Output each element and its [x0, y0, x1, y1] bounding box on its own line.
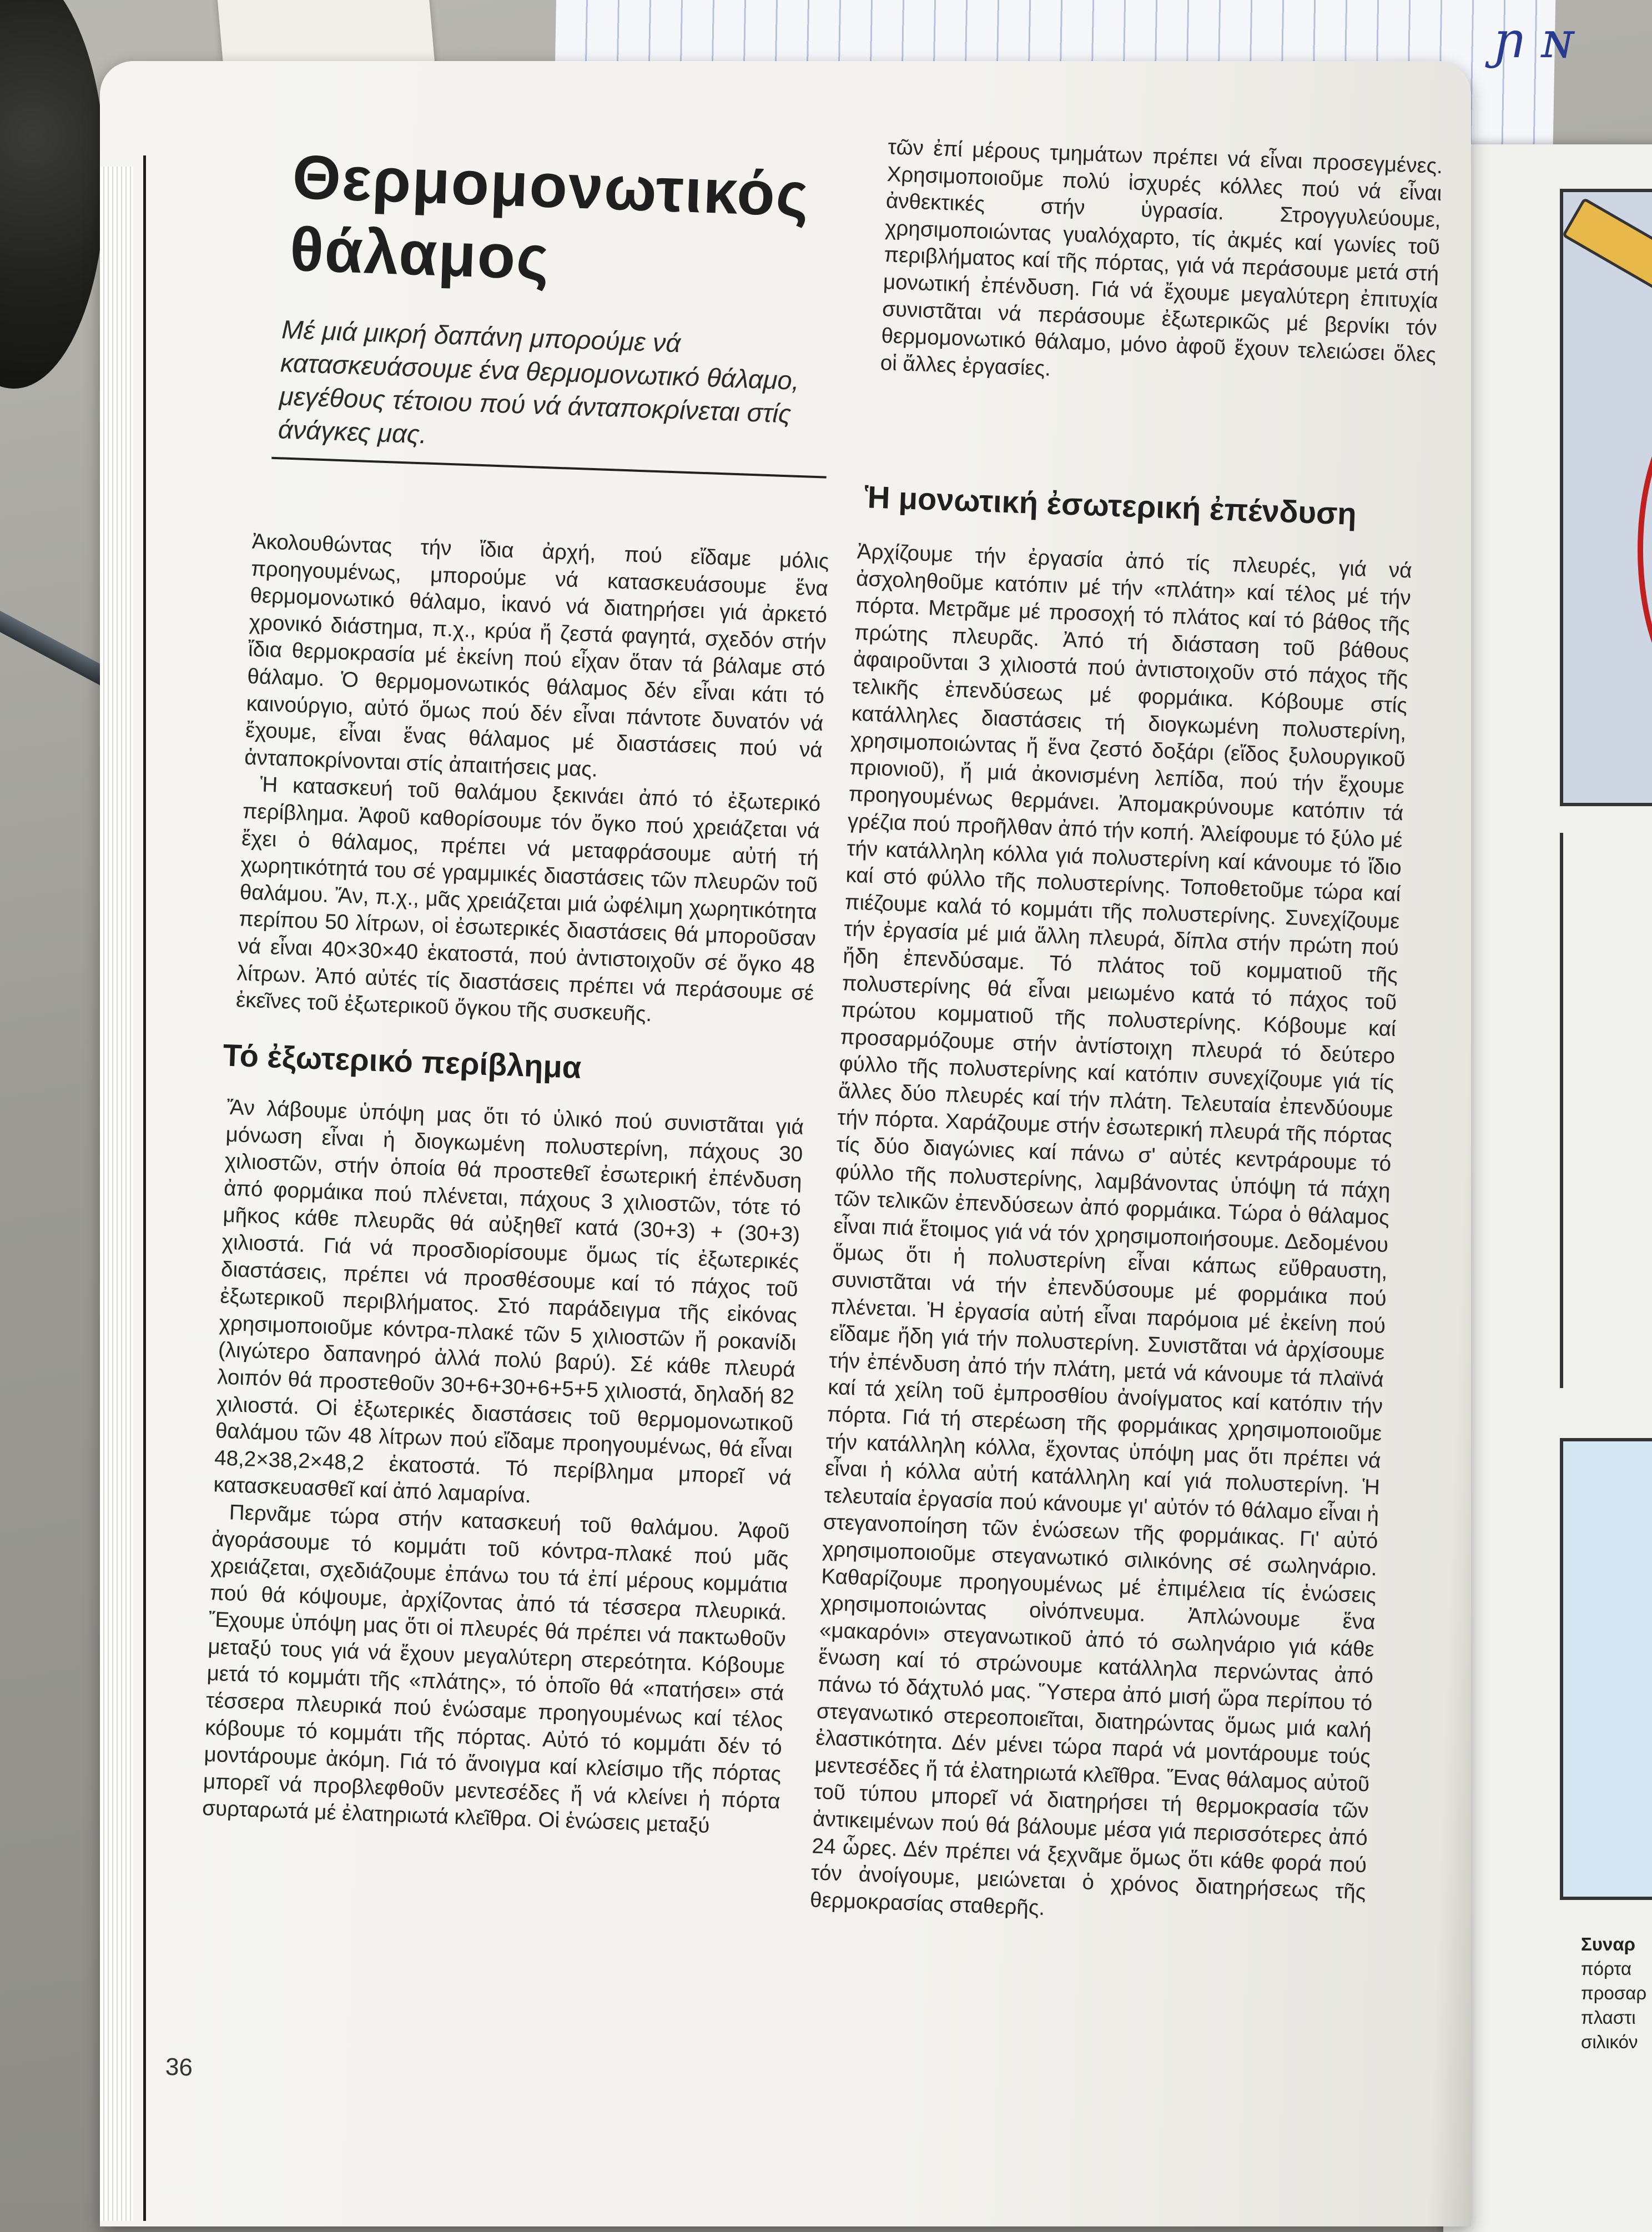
paragraph: Ἀρχίζουμε τήν ἐργασία ἀπό τίς πλευρές, γιά νά ἀσχοληθοῦμε κατόπιν μέ τήν «πλάτη» καί τέλος μέ τήν πόρτα. Μετρᾶμε μέ προσοχή τό πλάτος καί τό βάθος τῆς πρώτης πλευρᾶς. Ἀπό τή διάσταση τοῦ βάθους ἀφαιροῦνται 3 χιλιοστά πού ἀντιστοιχοῦν στό πάχος τῆς τελικῆς ἐπενδύσεως μέ φορμάικα. Κόβουμε στίς κατάλληλες διαστάσεις τή διογκωμένη πολυστερίνη, χρησιμοποιώντας ἤ ἕνα ζεστό δοξάρι (εἴδος ξυλουργικοῦ πριονιοῦ), ἤ μιά ἀκονισμένη λεπίδα, πού τήν ἔχουμε προηγουμένως θερμάνει. Ἀπομακρύνουμε κατόπιν τά γρέζια πού προῆλθαν ἀπό τήν κοπή. Ἀλείφουμε τό ξύλο μέ τήν κατάλληλη κόλλα γιά πολυστερίνη καί κάνουμε τό ἴδιο καί στό φύλλο τῆς πολυστερίνης. Τοποθετοῦμε τώρα καί πιέζουμε καλά τό κομμάτι τῆς πολυστερίνης. Συνεχίζουμε τήν ἐργασία μέ μιά ἄλλη πλευρά, δίπλα στήν πρώτη πού ἤδη ἐπενδύσαμε. Τό πλάτος τοῦ κομματιοῦ τῆς πολυστερίνης θά εἶναι μειωμένο κατά τό πάχος τοῦ πρώτου κομματιοῦ τῆς πολυστερίνης. Κόβουμε καί προσαρμόζουμε στήν ἀντίστοιχη πλευρά τό δεύτερο φύλλο τῆς πολυστερίνης καί κατόπιν συνεχίζουμε γιά τίς ἄλλες δύο πλευρές καί τήν πλάτη. Τελευταία ἐπενδύουμε τήν πόρτα. Χαράζουμε στήν ἐσωτερική πλευρά τῆς πόρτας τίς δύο διαγώνιες καί πάνω σ' αὐτές κεντράρουμε τό φύλλο τῆς πολυστερίνης, λαμβάνοντας ὑπόψη τά πάχη τῶν τελικῶν ἐπενδύσεων ἀπό φορμάικα. Τώρα ὁ θάλαμος εἶναι πιά ἕτοιμος γιά νά τόν χρησιμοποιήσουμε. Δεδομένου ὅμως ὅτι ἡ πολυστερίνη εἶναι κάπως εὔθραυστη, συνιστᾶται νά τήν ἐπενδύσουμε μέ φορμάικα πού πλένεται. Ἡ ἐργασία αὐτή εἶναι παρόμοια μέ ἐκείνη πού εἴδαμε ἤδη γιά τήν πολυστερίνη. Συνιστᾶται νά ἀρχίσουμε τήν ἐπένδυση ἀπό τήν πλάτη, μετά νά κάνουμε τά πλαϊνά καί τά χείλη τοῦ ἐμπροσθίου ἀνοίγματος καί κατόπιν τήν πόρτα. Γιά τή στερέωση τῆς φορμάικας χρησιμοποιοῦμε τήν κατάλληλη κόλλα, ἔχοντας ὑπόψη μας ὅτι πρέπει νά εἶναι ἡ κόλλα αὐτή κατάλληλη καί γιά πολυστερίνη. Ἡ τελευταία ἐργασία πού κάνουμε γι' αὐτόν τό θάλαμο εἶναι ἡ στεγανοποίηση τῶν ἑνώσεων τῆς φορμάικας. Γι' αὐτό χρησιμοποιοῦμε στεγανωτικό σιλικόνης σέ σωληνάριο. Καθαρίζουμε προηγουμένως μέ ἐπιμέλεια τίς ἑνώσεις χρησιμοποιώντας οἰνόπνευμα. Ἀπλώνουμε ἕνα «μακαρόνι» στεγανωτικοῦ ἀπό τό σωληνάριο γιά κάθε ἕνωση καί τό στρώνουμε κατάλληλα περνώντας ἀπό πάνω τό δάχτυλό μας. Ὕστερα ἀπό μισή ὥρα περίπου τό στεγανωτικό στερεοποιεῖται, διατηρώντας ὅμως μιά καλή ἐλαστικότητα. Δέν μένει τώρα παρά νά μοντάρουμε τούς μεντεσέδες ἤ τά ἐλατηριωτά κλεῖθρα. Ἕνας θάλαμος αὐτοῦ τοῦ τύπου μπορεῖ νά διατηρήσει τή θερμοκρασία τῶν ἀντικειμένων πού θά βάλουμε μέσα γιά περισσότερες ἀπό 24 ὧρες. Δέν πρέπει νά ξεχνᾶμε ὅμως ὅτι κάθε φορά πού τόν ἀνοίγουμε, μειώνεται ὁ χρόνος διατηρήσεως τῆς θερμοκρασίας σταθερῆς.	[809, 539, 1413, 1920]
illustration-bottom	[1560, 1438, 1652, 1900]
page-margin-rule	[143, 155, 146, 2221]
section-heading-insulation: Ἡ μονωτική ἐσωτερική ἐπένδυση	[864, 479, 1357, 532]
section-heading-exterior: Τό ἐξωτερικό περίβλημα	[222, 1037, 582, 1085]
page-stack-edge	[100, 167, 133, 2221]
intro-text	[235, 529, 829, 1034]
page-content	[164, 128, 1454, 2146]
caption-line: πλαστι	[1581, 2007, 1636, 2028]
caption-bold: Συναρ	[1581, 1934, 1636, 1954]
paragraph: Ἡ κατασκευή τοῦ θαλάμου ξεκινάει ἀπό τό ἐξωτερικό περίβλημα. Ἀφοῦ καθορίσουμε τόν ὄγκο πού χρειάζεται νά ἔχει ὁ θάλαμος, πρέπει νά μεταφράσουμε αὐτή τή χωρητικότητά του σέ γραμμικές διαστάσεις τῶν πλευρῶν τοῦ θαλάμου. Ἄν, π.χ., μᾶς χρειάζεται μιά ὠφέλιμη χωρητικότητα περίπου 50 λίτρων, οἱ ἐσωτερικές διαστάσεις θά μποροῦσαν νά εἶναι 40×30×40 ἑκατοστά, πού ἀντιστοιχοῦν σέ ὄγκο 48 λίτρων. Ἀπό αὐτές τίς διαστάσεις πρέπει νά περάσουμε σέ ἐκεῖνες τοῦ ἐξωτερικοῦ ὄγκου τῆς συσκευῆς.	[235, 772, 821, 1027]
paragraph: Ἀκολουθώντας τήν ἴδια ἀρχή, πού εἴδαμε μόλις προηγουμένως, μπορούμε νά κατασκευάσουμε ἕνα θερμομονωτικό θάλαμο, ἱκανό νά διατηρήσει γιά ἀρκετό χρονικό διάστημα, π.χ., κρύα ἤ ζεστά φαγητά, σχεδόν στήν ἴδια θερμοκρασία μέ ἐκείνη πού εἶχαν ὅταν τά βάλαμε στό θάλαμο. Ὁ θερμομονωτικός θάλαμος δέν εἶναι κάτι τό καινούργιο, αὐτό ὅμως πού δέν εἶναι πάντοτε δυνατόν νά ἔχουμε, εἶναι ἕνας θάλαμος μέ διαστάσεις πού νά ἀνταποκρίνονται στίς ἀπαιτήσεις μας.	[244, 529, 830, 782]
illustration-top	[1560, 189, 1652, 806]
facing-page-caption	[1581, 1932, 1652, 2054]
paragraph: Ἄν λάβουμε ὑπόψη μας ὅτι τό ὑλικό πού συνιστᾶται γιά μόνωση εἶναι ἡ διογκωμένη πολυστερίνη, πάχους 30 χιλιοστῶν, στήν ὁποία θά προστεθεῖ ἐσωτερική ἐπένδυση ἀπό φορμάικα πού πλένεται, πάχους 3 χιλιοστῶν, τότε τό μῆκος κάθε πλευρᾶς θά αὐξηθεῖ κατά (30+3) + (30+3) χιλιοστά. Γιά νά προσδιορίσουμε ὅμως τίς ἐξωτερικές διαστάσεις, πρέπει νά προσθέσουμε καί τό πάχος τοῦ ἐξωτερικοῦ περιβλήματος. Στό παράδειγμα τῆς εἰκόνας χρησιμοποιοῦμε κόντρα-πλακέ τῶν 5 χιλιοστῶν ἤ ροκανίδι (λιγώτερο δαπανηρό ἀλλά πολύ βαρύ). Σέ κάθε πλευρά λοιπόν θά προστεθοῦν 30+6+30+6+5+5 χιλιοστά, δηλαδή 82 χιλιοστά. Οἱ ἐξωτερικές διαστάσεις τοῦ θερμομονωτικοῦ θαλάμου τῶν 48 λίτρων πού εἴδαμε προηγουμένως, θά εἶναι 48,2×38,2×48,2 ἑκατοστά. Τό περίβλημα μπορεῖ νά κατασκευασθεῖ καί ἀπό λαμαρίνα.	[213, 1095, 804, 1508]
caption-line: σιλικόν	[1581, 2032, 1638, 2052]
right-column-top-text	[880, 134, 1443, 396]
exterior-text	[202, 1094, 804, 1843]
page-title: Θερμομονωτικός θάλαμος	[289, 142, 811, 293]
page-subtitle: Μέ μιά μικρή δαπάνη μπορούμε νά κατασκευάσουμε ένα θερμομονωτικό θάλαμο, μεγέθους τέτοιου πού νά άνταποκρίνεται στίς άνάγκες μας.	[278, 314, 800, 449]
insulation-text	[809, 539, 1412, 1933]
handwriting: ɲ ɴ	[1493, 11, 1574, 69]
paragraph: Περνᾶμε τώρα στήν κατασκευή τοῦ θαλάμου. Ἀφοῦ ἀγοράσουμε τό κομμάτι τοῦ κόντρα-πλακέ πού μᾶς χρειάζεται, σχεδιάζουμε ἐπάνω του τά ἐπί μέρους κομμάτια πού θά κόψουμε, ἀρχίζοντας ἀπό τά τέσσερα πλευρικά. Ἔχουμε ὑπόψη μας ὅτι οἱ πλευρές θά πρέπει νά πακτωθοῦν μεταξύ τους γιά νά ἔχουν μεγαλύτερη στερεότητα. Κόβουμε μετά τό κομμάτι τῆς «πλάτης», τό ὁποῖο θά «πατήσει» στά τέσσερα πλευρικά πού ἑνώσαμε προηγουμένως καί τέλος κόβουμε τό κομμάτι τῆς πόρτας. Αὐτό τό κομμάτι δέν τό μοντάρουμε ἀκόμη. Γιά τό ἄνοιγμα καί κλείσιμο τῆς πόρτας μπορεῖ νά προβλεφθοῦν μεντεσέδες ἤ νά κλείνει ἡ πόρτα συρταρωτά μέ ἐλατηριωτά κλεῖθρα. Οἱ ἑνώσεις μεταξύ	[202, 1500, 790, 1838]
page-number: 36	[165, 2053, 193, 2082]
illustration-middle	[1560, 833, 1652, 1388]
caption-line: προσαρ	[1581, 1983, 1647, 2003]
paragraph: τῶν ἐπί μέρους τμημάτων πρέπει νά εἶναι προσεγμένες. Χρησιμοποιοῦμε πολύ ἰσχυρές κόλλες πού νά εἶναι ἀνθεκτικές στήν ὑγρασία. Στρογγυλεύουμε, χρησιμοποιώντας γυαλόχαρτο, τίς ἀκμές καί γωνίες τοῦ περιβλήματος καί τῆς πόρτας, γιά νά περάσουμε μετά στή μονωτική ἐπένδυση. Γιά νά ἔχουμε μεγαλύτερη ἐπιτυχία συνιστᾶται νά περάσουμε ἐξωτερικῶς μέ βερνίκι τόν θερμομονωτικό θάλαμο, μόνο ἀφοῦ ἔχουν τελειώσει ὅλες οἱ ἄλλες ἐργασίες.	[880, 135, 1443, 381]
caption-line: πόρτα	[1581, 1958, 1632, 1979]
